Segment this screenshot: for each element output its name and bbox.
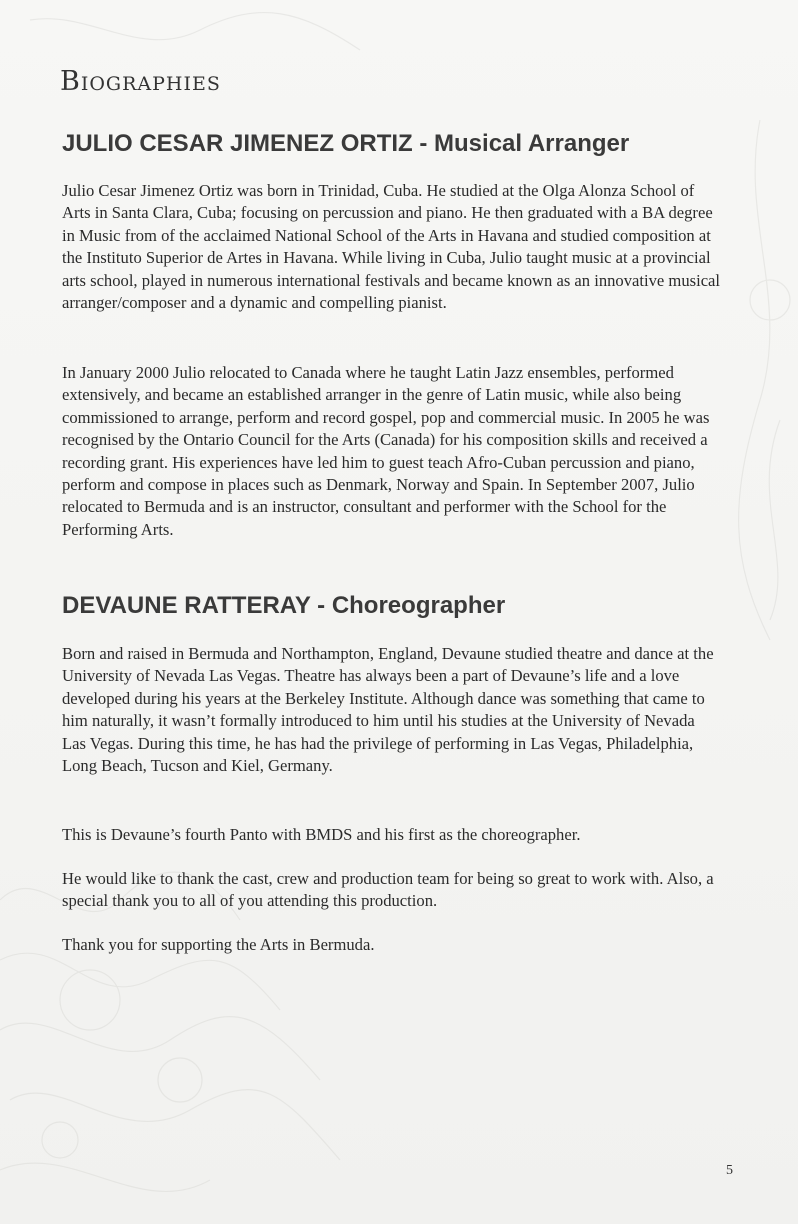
page-title: Biographies xyxy=(60,66,221,97)
bio-role: Choreographer xyxy=(331,592,506,619)
bio-heading-julio xyxy=(62,130,629,158)
bio-separator: - xyxy=(412,130,435,157)
bio-paragraph: Born and raised in Bermuda and Northampton, England, Devaune studied theatre and dance at the University of Nevada Las Vegas. Theatre has always been a part of Devaune’s life and a love developed during his years at the Berkeley Institute. Although dance was something that came to him naturally, it wasn’t formally introduced to him until his studies at the University of Nevada Las Vegas. During this time, he has had the privilege of performing in Las Vegas, Philadelphia, Long Beach, Tucson and Kiel, Germany. xyxy=(62,644,714,776)
bio-name: JULIO CESAR JIMENEZ ORTIZ xyxy=(62,130,413,157)
bio-paragraph: In January 2000 Julio relocated to Canada where he taught Latin Jazz ensembles, performed extensively, and became an established arranger in the genre of Latin music, while also being commissioned to arrange, perform and record gospel, pop and commercial music. In 2005 he was recognised by the Ontario Council for the Arts (Canada) for his composition skills and received a recording grant. His experiences have led him to guest teach Afro-Cuban percussion and piano, perform and compose in places such as Denmark, Norway and Spain. In September 2007, Julio relocated to Bermuda and is an instructor, consultant and performer with the School for the Performing Arts. xyxy=(62,363,710,539)
bio-separator: - xyxy=(310,592,332,619)
bio-paragraph: Julio Cesar Jimenez Ortiz was born in Trinidad, Cuba. He studied at the Olga Alonza School of Arts in Santa Clara, Cuba; focusing on percussion and piano. He then graduated with a BA degree in Music from of the acclaimed National School of the Arts in Havana and studied composition at the Instituto Superior de Artes in Havana. While living in Cuba, Julio taught music at a provincial arts school, played in numerous international festivals and became known as an innovative musical arranger/composer and a dynamic and compelling pianist. xyxy=(62,181,721,313)
bio-paragraph: He would like to thank the cast, crew and production team for being so great to work with. Also, a special thank you to all of you attending this production. xyxy=(62,869,714,911)
bio-name: DEVAUNE RATTERAY xyxy=(62,592,311,619)
page-number: 5 xyxy=(726,1163,733,1178)
bio-role: Musical Arranger xyxy=(434,130,630,157)
bio-paragraph: Thank you for supporting the Arts in Bermuda. xyxy=(62,935,375,954)
bio-heading-devaune xyxy=(62,592,505,620)
bio-paragraph: This is Devaune’s fourth Panto with BMDS and his first as the choreographer. xyxy=(62,825,581,844)
